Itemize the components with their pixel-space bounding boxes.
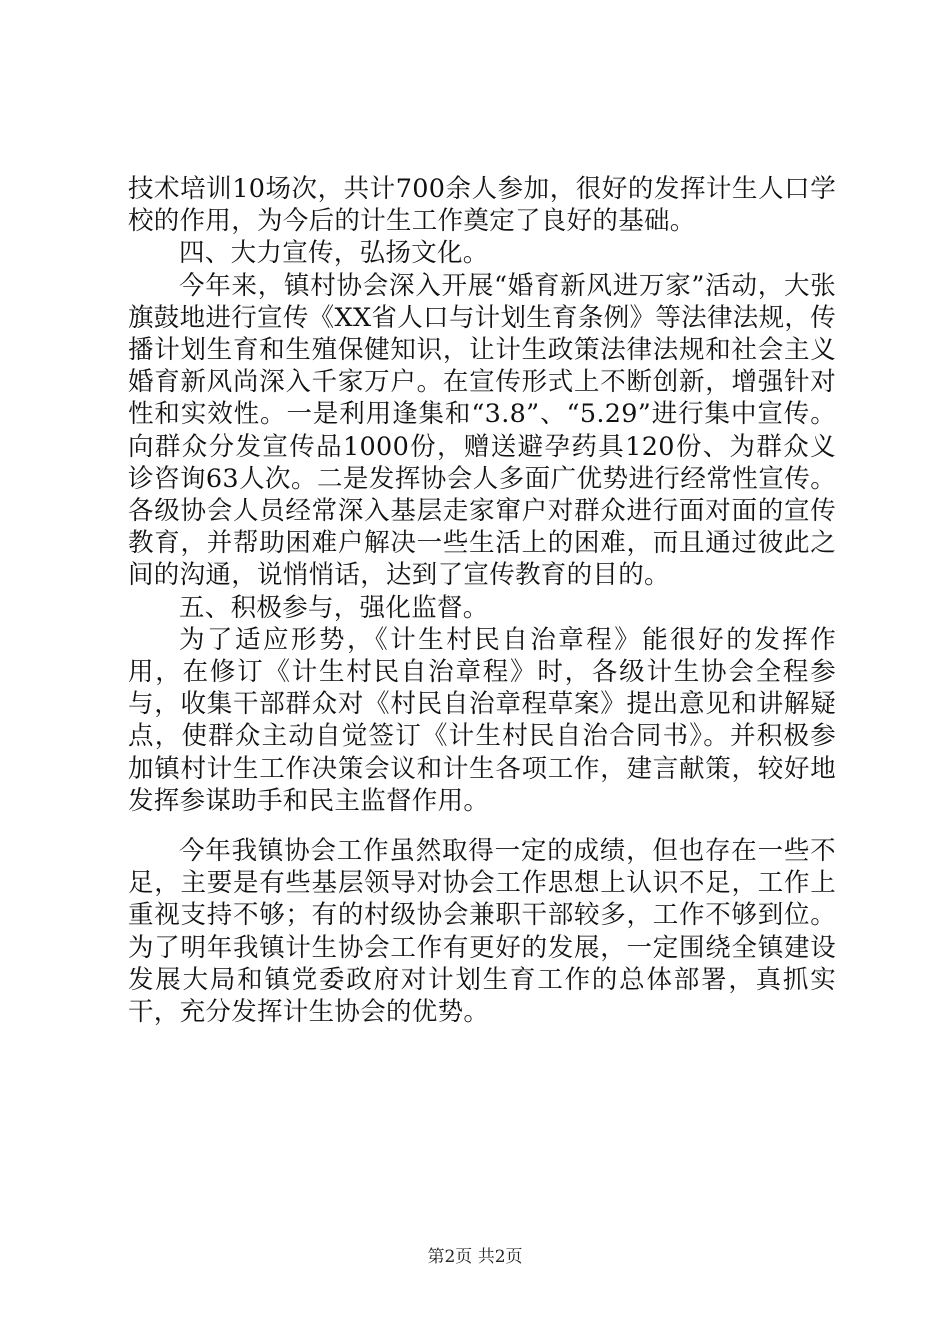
document-body: [128, 173, 836, 1028]
section-heading-4: 四、大力宣传，弘扬文化。: [179, 238, 489, 269]
paragraph-participation: 为了适应形势，《计生村民自治章程》能很好的发挥作用，在修订《计生村民自治章程》时，各级计生协会全程参与，收集干部群众对《村民自治章程草案》提出意见和讲解疑点，使群众主动自觉签订《计生村民自治合同书》。并积极参加镇村计生工作决策会议和计生各项工作，建言献策，较好地发挥参谋助手和民主监督作用。: [128, 624, 836, 816]
page-number-footer: 第2页 共2页: [427, 1247, 523, 1267]
paragraph-continued: 技术培训10场次，共计700余人参加，很好的发挥计生人口学校的作用，为今后的计生工作奠定了良好的基础。: [128, 174, 836, 237]
paragraph-summary: 今年我镇协会工作虽然取得一定的成绩，但也存在一些不足，主要是有些基层领导对协会工作思想上认识不足，工作上重视支持不够；有的村级协会兼职干部较多，工作不够到位。为了明年我镇计生协会工作有更好的发展，一定围绕全镇建设发展大局和镇党委政府对计划生育工作的总体部署，真抓实干，充分发挥计生协会的优势。: [128, 836, 836, 1028]
paragraph-publicity: 今年来，镇村协会深入开展“婚育新风进万家”活动，大张旗鼓地进行宣传《XX省人口与计划生育条例》等法律法规，传播计划生育和生殖保健知识，让计生政策法律法规和社会主义婚育新风尚深入千家万户。在宣传形式上不断创新，增强针对性和实效性。一是利用逢集和“3.8”、“5.29”进行集中宣传。向群众分发宣传品1000份，赠送避孕药具120份、为群众义诊咨询63人次。二是发挥协会人多面广优势进行经常性宣传。各级协会人员经常深入基层走家窜户对群众进行面对面的宣传教育，并帮助困难户解决一些生活上的困难，而且通过彼此之间的沟通，说悄悄话，达到了宣传教育的目的。: [128, 270, 836, 591]
section-heading-5: 五、积极参与，强化监督。: [179, 592, 489, 623]
